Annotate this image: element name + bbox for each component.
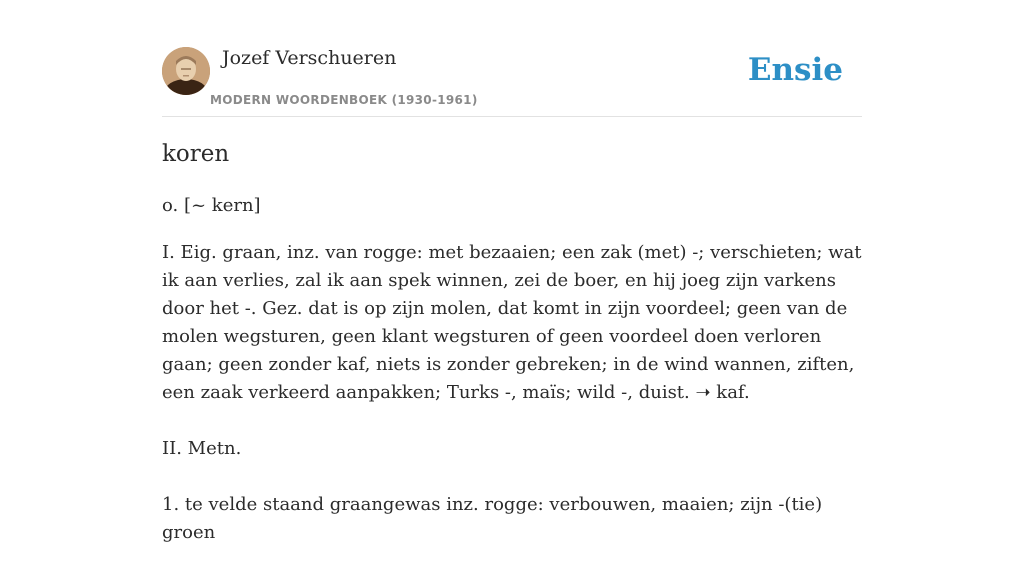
page	[162, 0, 862, 543]
definition-paragraph: II. Metn.	[162, 438, 242, 459]
ensie-logo[interactable]: Ensie	[747, 52, 843, 88]
entry-title: koren	[162, 141, 230, 167]
definition-paragraph: 1. te velde staand graangewas inz. rogge: verbouwen, maaien; zijn -(tie) groen	[162, 494, 823, 543]
entry-grammar: o. [~ kern]	[162, 195, 261, 216]
author-avatar[interactable]	[162, 47, 210, 95]
header	[162, 0, 862, 117]
entry-definition	[162, 239, 862, 575]
definition-paragraph: I. Eig. graan, inz. van rogge: met bezaaien; een zak (met) -; verschieten; wat ik aan verlies, zal ik aan spek winnen, zei de boer, en hij joeg zijn varkens door het -. Gez. dat is op zijn molen, dat komt in zijn voordeel; geen van de molen wegsturen, geen klant wegsturen of geen voordeel doen verloren gaan; geen zonder kaf, niets is zonder gebreken; in de wind wannen, ziften, een zaak verkeerd aanpakken; Turks -, maïs; wild -, duist. ➝ kaf.	[162, 242, 862, 403]
portrait-image	[162, 47, 210, 95]
author-name[interactable]: Jozef Verschueren	[222, 47, 397, 69]
source-label[interactable]: MODERN WOORDENBOEK (1930-1961)	[210, 93, 478, 107]
